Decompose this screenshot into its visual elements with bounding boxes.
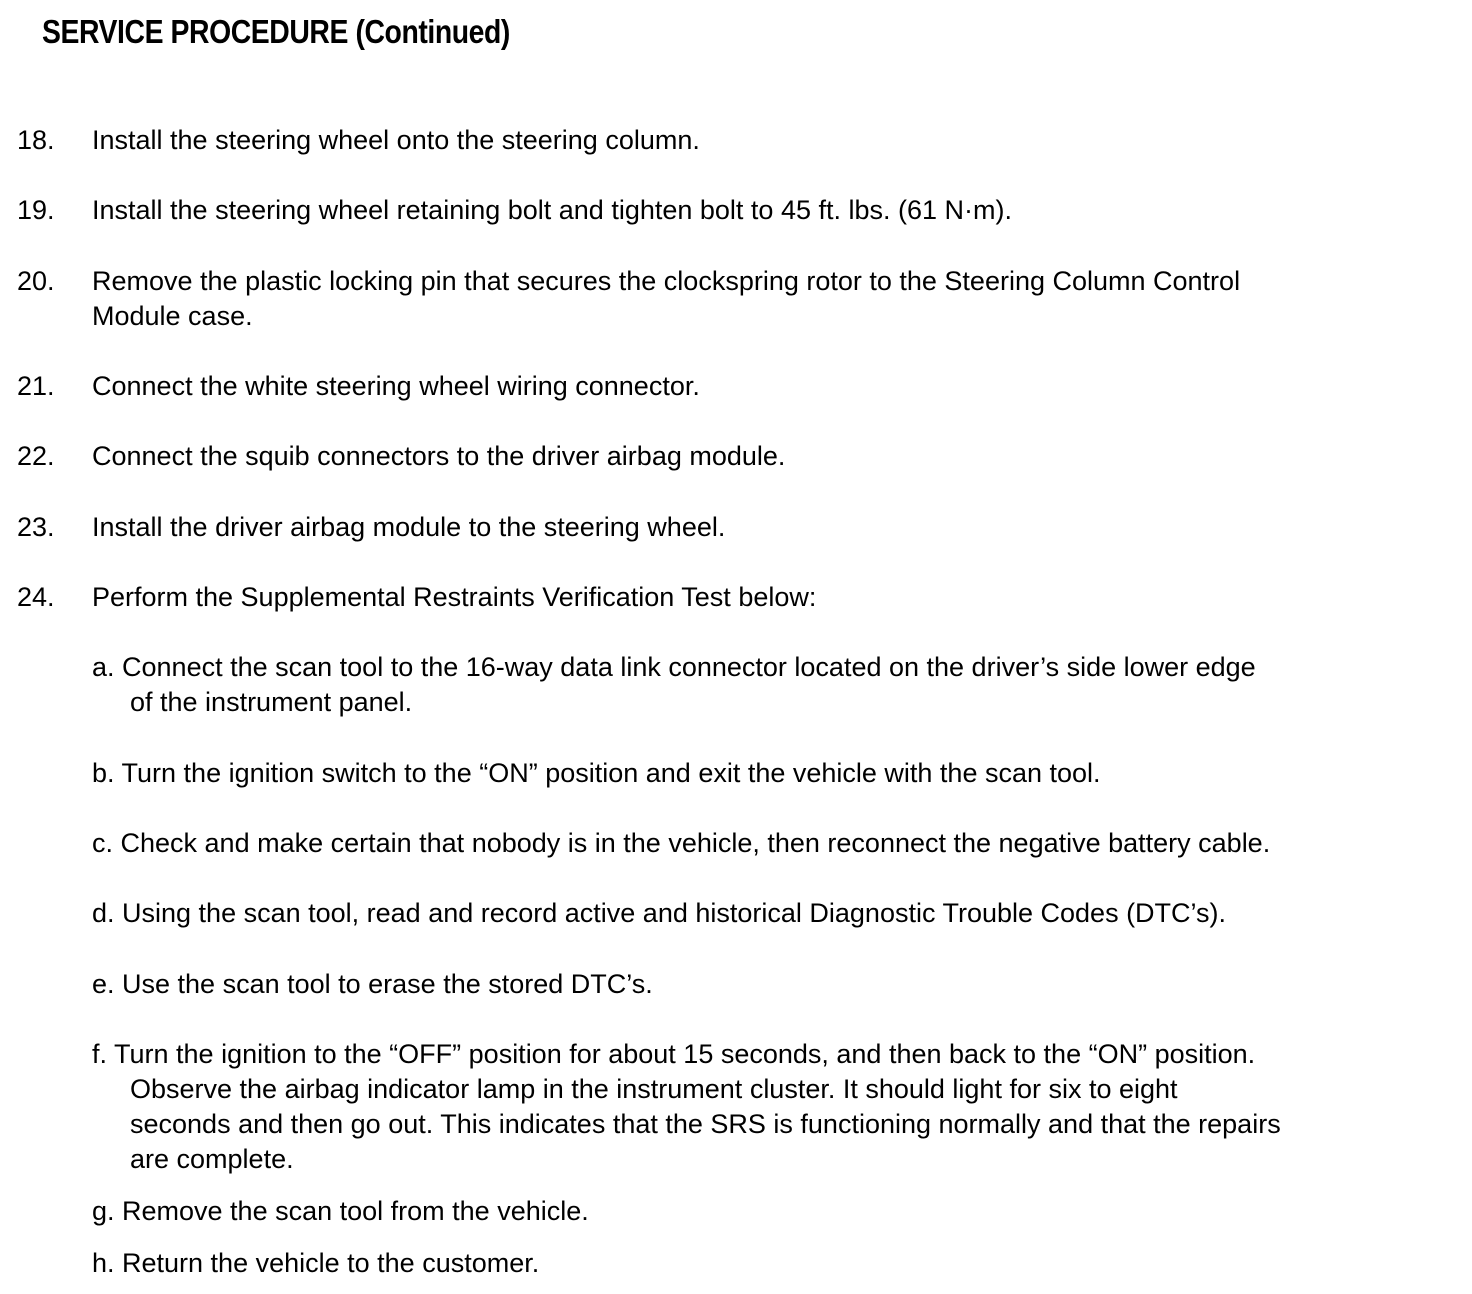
substep-text-line: c. Check and make certain that nobody is in the vehicle, then reconnect the negative battery cable. xyxy=(92,828,1271,858)
substep-b xyxy=(92,756,1452,791)
substep-c xyxy=(92,826,1452,861)
substep-text-line: e. Use the scan tool to erase the stored DTC’s. xyxy=(92,969,653,999)
step-number: 23. xyxy=(17,512,55,542)
substep-text-line: b. Turn the ignition switch to the “ON” position and exit the vehicle with the scan tool. xyxy=(92,758,1101,788)
substep-text-line: f. Turn the ignition to the “OFF” position for about 15 seconds, and then back to the “ON” position. xyxy=(92,1039,1256,1069)
step-number: 19. xyxy=(17,195,55,225)
step-text xyxy=(92,264,1432,334)
substep-d xyxy=(92,896,1452,931)
substep-e xyxy=(92,967,1452,1002)
substep-text-line: Observe the airbag indicator lamp in the instrument cluster. It should light for six to eight xyxy=(130,1074,1178,1104)
step-text-line: Remove the plastic locking pin that secures the clockspring rotor to the Steering Column Control xyxy=(92,266,1241,296)
substep-text-line: a. Connect the scan tool to the 16-way data link connector located on the driver’s side lower edge xyxy=(92,652,1256,682)
step-number: 20. xyxy=(17,266,55,296)
substep-g xyxy=(92,1194,1452,1229)
substep-text-line: of the instrument panel. xyxy=(130,687,413,717)
substep-a xyxy=(92,650,1452,720)
step-number: 24. xyxy=(17,582,55,612)
step-number: 18. xyxy=(17,125,55,155)
substep-text-line: g. Remove the scan tool from the vehicle. xyxy=(92,1196,589,1226)
step-text: Connect the squib connectors to the driver airbag module. xyxy=(92,441,786,471)
step-number: 21. xyxy=(17,371,55,401)
step-text: Connect the white steering wheel wiring connector. xyxy=(92,371,700,401)
step-text: Install the steering wheel onto the steering column. xyxy=(92,125,700,155)
step-text: Install the driver airbag module to the steering wheel. xyxy=(92,512,726,542)
substep-text-line: are complete. xyxy=(130,1144,294,1174)
step-number: 22. xyxy=(17,441,55,471)
substep-text-line: d. Using the scan tool, read and record active and historical Diagnostic Trouble Codes (DTC’s). xyxy=(92,898,1227,928)
substep-f xyxy=(92,1037,1452,1177)
step-text: Perform the Supplemental Restraints Verification Test below: xyxy=(92,582,817,612)
step-text: Install the steering wheel retaining bolt and tighten bolt to 45 ft. lbs. (61 N·m). xyxy=(92,195,1013,225)
substep-text-line: seconds and then go out. This indicates that the SRS is functioning normally and that the repairs xyxy=(130,1109,1281,1139)
step-text-line: Module case. xyxy=(92,301,253,331)
substep-text-line: h. Return the vehicle to the customer. xyxy=(92,1248,540,1278)
page-title: SERVICE PROCEDURE (Continued) xyxy=(42,13,510,50)
substep-h xyxy=(92,1246,1452,1281)
